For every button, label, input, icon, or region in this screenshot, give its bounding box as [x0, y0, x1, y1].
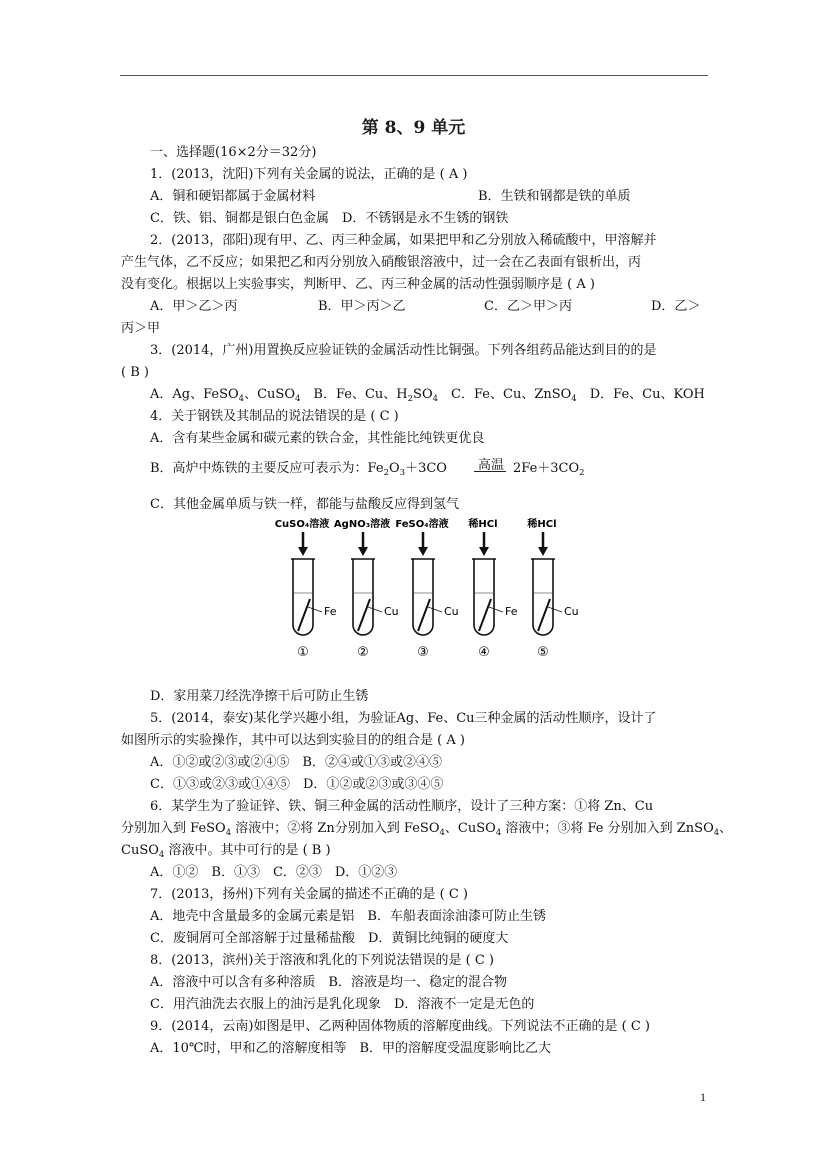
eq-post: 2Fe＋3CO — [513, 461, 580, 476]
leader-line — [428, 607, 442, 612]
metal-label: Cu — [384, 605, 399, 618]
sub: 4 — [294, 394, 301, 404]
tube-number: ③ — [417, 645, 429, 660]
text-line: C．用汽油洗去衣服上的油污是乳化现象 D．溶液不一定是无色的 — [150, 997, 535, 1012]
sub: 4 — [495, 828, 502, 838]
q6-l1-mid2: 、CuSO — [444, 821, 496, 836]
reagent-label: FeSO₄溶液 — [395, 519, 449, 530]
text-line: 没有变化。根据以上实验事实，判断甲、乙、丙三种金属的活动性强弱顺序是 ( A ) — [121, 277, 595, 292]
arrow-head — [298, 547, 308, 556]
text-line: A．地壳中含量最多的金属元素是铝 B．车船表面涂油漆可防止生锈 — [150, 909, 546, 924]
tube-glass — [533, 559, 553, 635]
tube-glass — [474, 559, 494, 635]
page-title: 第 8、9 单元 — [361, 118, 466, 138]
text-line: C．废铜屑可全部溶解于过量稀盐酸 D．黄铜比纯铜的硬度大 — [150, 931, 509, 946]
tube-number: ① — [297, 645, 309, 660]
reaction-arrow — [474, 471, 506, 472]
reagent-label: AgNO₃溶液 — [333, 519, 391, 530]
metal-label: Cu — [564, 605, 579, 618]
text-line: B．生铁和钢都是铁的单质 — [478, 189, 631, 204]
q3-a: A．Ag、FeSO — [150, 387, 239, 402]
text-line: 6．某学生为了验证锌、铁、铜三种金属的活动性顺序，设计了三种方案：①将 Zn、Cu — [150, 799, 654, 814]
q6-l1-pre: 分别加入到 FeSO — [121, 821, 226, 836]
sub: 2 — [579, 468, 585, 478]
metal-strip — [538, 599, 550, 631]
sub: 4 — [571, 394, 577, 404]
header-rule — [120, 75, 708, 76]
metal-label: Fe — [324, 605, 337, 618]
arrow-head — [358, 547, 368, 556]
leader-line — [489, 607, 503, 612]
arrow-head — [538, 547, 548, 556]
tube-glass — [293, 559, 313, 635]
text-line: A．①②或②③或②④⑤ B．②④或①③或②④⑤ — [150, 755, 442, 770]
tube-number: ⑤ — [537, 645, 549, 660]
text-line: ( B ) — [121, 365, 149, 380]
sub: 2 — [383, 468, 389, 478]
text-line: 1．(2013，沈阳)下列有关金属的说法，正确的是 ( A ) — [150, 167, 468, 182]
text-line: 5．(2014，泰安)某化学兴趣小组，为验证Ag、Fe、Cu三种金属的活动性顺序，设计了 — [150, 711, 657, 726]
sub: 2 — [407, 394, 414, 404]
q6-l1-post: 溶液中；③将 Fe 分别加入到 ZnSO — [501, 821, 714, 836]
q3-a2: 、CuSO — [244, 387, 295, 402]
tube-glass — [413, 559, 433, 635]
test-tube-3 — [395, 517, 458, 660]
tube-number: ② — [357, 645, 369, 660]
sub: 4 — [238, 394, 245, 404]
text-line: A．铜和硬铝都属于金属材料 — [150, 189, 316, 204]
text-line: 9．(2014，云南)如图是甲、乙两种固体物质的溶解度曲线。下列说法不正确的是 ( C ) — [150, 1019, 650, 1034]
tube-number: ④ — [478, 645, 490, 660]
metal-label: Fe — [505, 605, 518, 618]
metal-label: Cu — [444, 605, 459, 618]
text-line: 丙＞甲 — [121, 321, 161, 336]
q3-options — [150, 386, 705, 408]
tube-glass — [353, 559, 373, 635]
sub: 3 — [399, 468, 406, 478]
metal-strip — [298, 599, 310, 631]
q6-l2-pre: CuSO — [121, 843, 159, 858]
text-line: 7．(2013，扬州)下列有关金属的描述不正确的是 ( C ) — [150, 887, 468, 902]
eq-products — [513, 460, 585, 482]
test-tube-2 — [334, 517, 399, 660]
sub: 4 — [432, 394, 439, 404]
text-line: 2．(2013，邵阳)现有甲、乙、丙三种金属，如果把甲和乙分别放入稀硫酸中，甲溶解并 — [150, 233, 657, 248]
text-line: A．含有某些金属和碳元素的铁合金，其性能比纯铁更优良 — [150, 431, 485, 446]
text-line: 如图所示的实验操作，其中可以达到实验目的的组合是 ( A ) — [121, 733, 465, 748]
text-line: C．铁、铝、铜都是银白色金属 D．不锈钢是永不生锈的钢铁 — [150, 211, 509, 226]
q6-l2-post: 溶液中。其中可行的是 ( B ) — [164, 843, 331, 858]
q3-d: D．Fe、Cu、KOH — [576, 387, 705, 402]
page-number: 1 — [700, 1090, 706, 1104]
text-line: 3．(2014，广州)用置换反应验证铁的金属活动性比铜强。下列各组药品能达到目的的是 — [150, 343, 657, 358]
metal-strip — [479, 599, 491, 631]
text-line: A．溶液中可以含有多种溶质 B．溶液是均一、稳定的混合物 — [150, 975, 507, 990]
sub: 4 — [225, 828, 232, 838]
metal-strip — [358, 599, 370, 631]
reagent-label: 稀HCl — [468, 519, 498, 530]
q4-b-option — [150, 460, 447, 482]
text-line: A．10℃时，甲和乙的溶解度相等 B．甲的溶解度受温度影响比乙大 — [150, 1041, 552, 1056]
sub: 4 — [713, 828, 720, 838]
q3-c: C．Fe、Cu、ZnSO — [438, 387, 572, 402]
eq-pre: B．高炉中炼铁的主要反应可表示为：Fe — [150, 461, 384, 476]
eq-mid2: ＋3CO — [405, 461, 447, 476]
text-line: D．家用菜刀经洗净擦干后可防止生锈 — [150, 689, 369, 704]
leader-line — [308, 607, 322, 612]
q6-line3 — [121, 842, 331, 864]
test-tube-4 — [467, 517, 517, 660]
sub: 4 — [439, 828, 445, 838]
arrow-head — [418, 547, 428, 556]
test-tube-figure — [270, 515, 590, 660]
reagent-label: 稀HCl — [527, 519, 557, 530]
text-line: A．甲＞乙＞丙 — [150, 299, 238, 314]
text-line: 8．(2013，滨州)关于溶液和乳化的下列说法错误的是 ( C ) — [150, 953, 494, 968]
text-line: 4．关于钢铁及其制品的说法错误的是 ( C ) — [150, 409, 399, 424]
reaction-condition: 高温 — [478, 458, 505, 473]
q3-b: B．Fe、Cu、H — [300, 387, 408, 402]
text-line: B．甲＞丙＞乙 — [318, 299, 406, 314]
text-line: D．乙＞ — [651, 299, 701, 314]
q6-l1-mid: 溶液中；②将 Zn分别加入到 FeSO — [231, 821, 440, 836]
text-line: C．①③或②③或①④⑤ D．①②或②③或③④⑤ — [150, 777, 444, 792]
text-line: C．其他金属单质与铁一样，都能与盐酸反应得到氢气 — [150, 497, 459, 512]
text-line: 产生气体，乙不反应；如果把乙和丙分别放入硝酸银溶液中，过一会在乙表面有银析出，丙 — [121, 255, 642, 270]
q6-l1-end: 、 — [719, 821, 733, 836]
eq-mid: O — [388, 461, 400, 476]
q6-line2 — [121, 820, 732, 842]
test-tube-5 — [526, 517, 578, 660]
leader-line — [368, 607, 382, 612]
arrow-head — [479, 547, 489, 556]
text-line: A．①② B．①③ C．②③ D．①②③ — [150, 865, 398, 880]
metal-strip — [418, 599, 430, 631]
text-line: 一、选择题(16×2分＝32分) — [150, 145, 317, 160]
text-line: C．乙＞甲＞丙 — [484, 299, 572, 314]
test-tube-1 — [275, 517, 337, 660]
leader-line — [548, 607, 562, 612]
sub: 4 — [158, 850, 165, 860]
q3-b2: SO — [413, 387, 433, 402]
reagent-label: CuSO₄溶液 — [274, 519, 330, 530]
